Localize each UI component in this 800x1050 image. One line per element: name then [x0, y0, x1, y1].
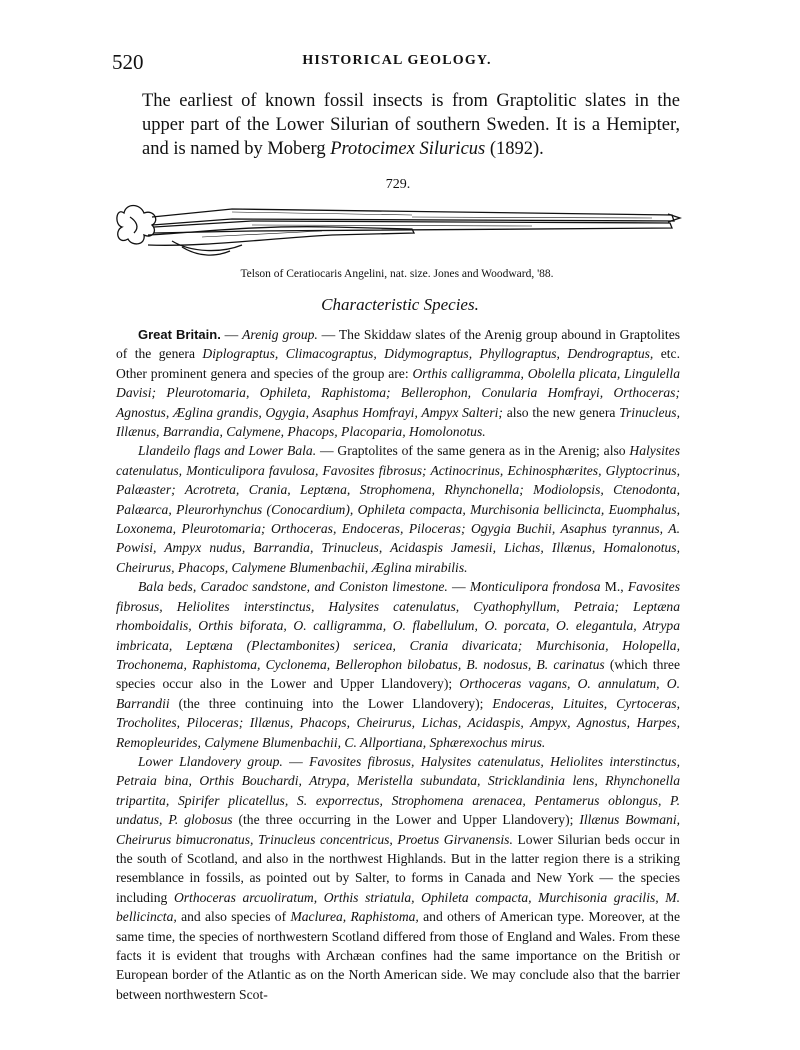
- text-span: M.,: [600, 579, 628, 595]
- section-title: Characteristic Species.: [321, 295, 479, 314]
- page-header: [112, 50, 682, 80]
- text-span: (the three occurring in the Lower and Upper Llandovery);: [232, 812, 580, 828]
- paragraph-llandeilo: [116, 441, 680, 577]
- body-text: [116, 325, 680, 1004]
- intro-text: The earliest of known fossil insects is from Graptolitic slates in the upper part of the Lower Silurian of southern Sweden. It is a Hemipter, and is named by Moberg: [142, 91, 680, 159]
- genus-list: Trinucleus, Illænus, Barrandia, Calymene, Phacops, Placoparia, Homolonotus.: [116, 404, 680, 440]
- figure-number-text: 729.: [385, 177, 411, 192]
- text-span: and others of American type. Moreover, at the same time, the species of northwestern Scotland differed from those of England and Wales. From these facts it is evident that troughs with Archæan confines had the same importance on the British or European border of the Atlantic as on the North American side. We may conclude also that the barrier between northwestern Scot-: [116, 909, 680, 1002]
- figure-number: [0, 177, 800, 193]
- text-span: —: [282, 753, 310, 769]
- page-number: 520: [112, 50, 144, 74]
- genus-list: Illænus Bowmani, Cheirurus bimucronatus, Trinucleus concentricus, Proetus Girvanensis.: [116, 812, 681, 847]
- region-heading: Great Britain.: [138, 327, 221, 342]
- paragraph-bala: [116, 577, 680, 752]
- genus-list: Orthoceras vagans, O. annulatum, O. Barrandii: [116, 676, 680, 711]
- text-span: and also species of: [176, 909, 291, 925]
- group-name: Arenig group.: [242, 327, 318, 342]
- intro-species: Protocimex Siluricus: [330, 139, 486, 159]
- genus-list: Diplograptus, Climacograptus, Didymograptus, Phyllograptus, Dendrograptus,: [202, 346, 654, 362]
- figure-caption: Telson of Ceratiocaris Angelini, nat. size. Jones and Woodward, '88.: [240, 268, 554, 280]
- genus-list: Endoceras, Lituites, Cyrtoceras, Trocholites, Piloceras; Illænus, Phacops, Cheirurus, Lichas, Acidaspis, Ampyx, Agnostus, Harpes, Remopleurides, Calymene Blumenbachii, C. Allportiana, Sphærexochus mirus.: [116, 695, 680, 750]
- text-span: — The Skiddaw slates of the Arenig group abound in Graptolites of the genera: [116, 327, 681, 362]
- paragraph-llandovery: [116, 752, 680, 1004]
- intro-paragraph: [142, 89, 680, 161]
- group-name: Lower Llandovery group.: [138, 753, 283, 769]
- text-span: etc. Other prominent genera and species of the group are:: [116, 346, 680, 381]
- text-span: Lower Silurian beds occur in the south of Scotland, and also in the northwest Highlands. But in the latter region there is a striking resemblance in fossils, as pointed out by Salter, to forms in Canada and New York — the species including: [116, 831, 680, 905]
- telson-illustration: [112, 195, 682, 259]
- dash: —: [220, 327, 243, 342]
- text-span: — Graptolites of the same genera as in the Arenig; also: [316, 443, 630, 459]
- running-head: HISTORICAL GEOLOGY.: [302, 53, 492, 68]
- text-span: also the new genera: [502, 404, 620, 420]
- genus-list: Maclurea, Raphistoma,: [290, 909, 419, 925]
- text-span: (which three species occur also in the Lower and Upper Llandovery);: [116, 656, 680, 692]
- genus-list: Halysites catenulatus, Monticulipora favulosa, Favosites fibrosus; Actinocrinus, Echinosphærites, Glyptocrinus, Palæaster; Acrotreta, Crania, Leptæna, Strophomena, Rhynchonella; Modiolopsis, Ctenodonta, Palæarca, Pleurorhynchus (Conocardium), Ophileta compacta, Murchisonia bellicincta, Euomphalus, Loxonema, Pleurotomaria; Orthoceras, Endoceras, Piloceras; Ogygia Buchii, Asaphus tyrannus, A. Powisi, Ampyx nudus, Barrandia, Trinucleus, Acidaspis Jamesii, Lichas, Illænus, Homalonotus, Cheirurus, Phacops, Calymene Blumenbachii, Æglina mirabilis.: [116, 443, 680, 575]
- group-name: Llandeilo flags and Lower Bala.: [138, 443, 317, 459]
- genus-list: Orthoceras arcuoliratum, Orthis striatula, Ophileta compacta, Murchisonia gracilis, M. bellicincta,: [116, 889, 680, 925]
- genus-list: Monticulipora frondosa: [469, 579, 601, 595]
- text-span: (the three continuing into the Lower Llandovery);: [169, 695, 493, 711]
- genus-list: Orthis calligramma, Obolella plicata, Lingulella Davisi; Pleurotomaria, Ophileta, Raphistoma; Bellerophon, Conularia Homfrayi, Orthoceras; Agnostus, Æglina grandis, Ogygia, Asaphus Homfrayi, Ampyx Salteri;: [116, 365, 680, 420]
- genus-list: Favosites fibrosus, Heliolites interstinctus, Halysites catenulatus, Cyathophyllum, Petraia; Leptæna rhomboidalis, Orthis biforata, O. calligramma, O. flabellulum, O. porcata, O. elegantula, Atrypa imbricata, Leptæna (Plectambonites) sericea, Crania divaricata; Murchisonia, Holopella, Trochonema, Raphistoma, Cyclonema, Bellerophon bilobatus, B. nodosus, B. carinatus: [116, 579, 681, 672]
- paragraph-arenig: [116, 325, 680, 441]
- intro-text-end: (1892).: [485, 139, 544, 159]
- group-name: Bala beds, Caradoc sandstone, and Coniston limestone.: [138, 579, 448, 595]
- text-span: —: [447, 579, 470, 595]
- genus-list: Favosites fibrosus, Halysites catenulatus, Heliolites interstinctus, Petraia bina, Orthis Bouchardi, Atrypa, Meristella subundata, Stricklandinia lens, Rhynchonella tripartita, Spirifer plicatellus, S. exporrectus, Strophomena arenacea, Pentamerus oblongus, P. undatus, P. globosus: [116, 753, 680, 828]
